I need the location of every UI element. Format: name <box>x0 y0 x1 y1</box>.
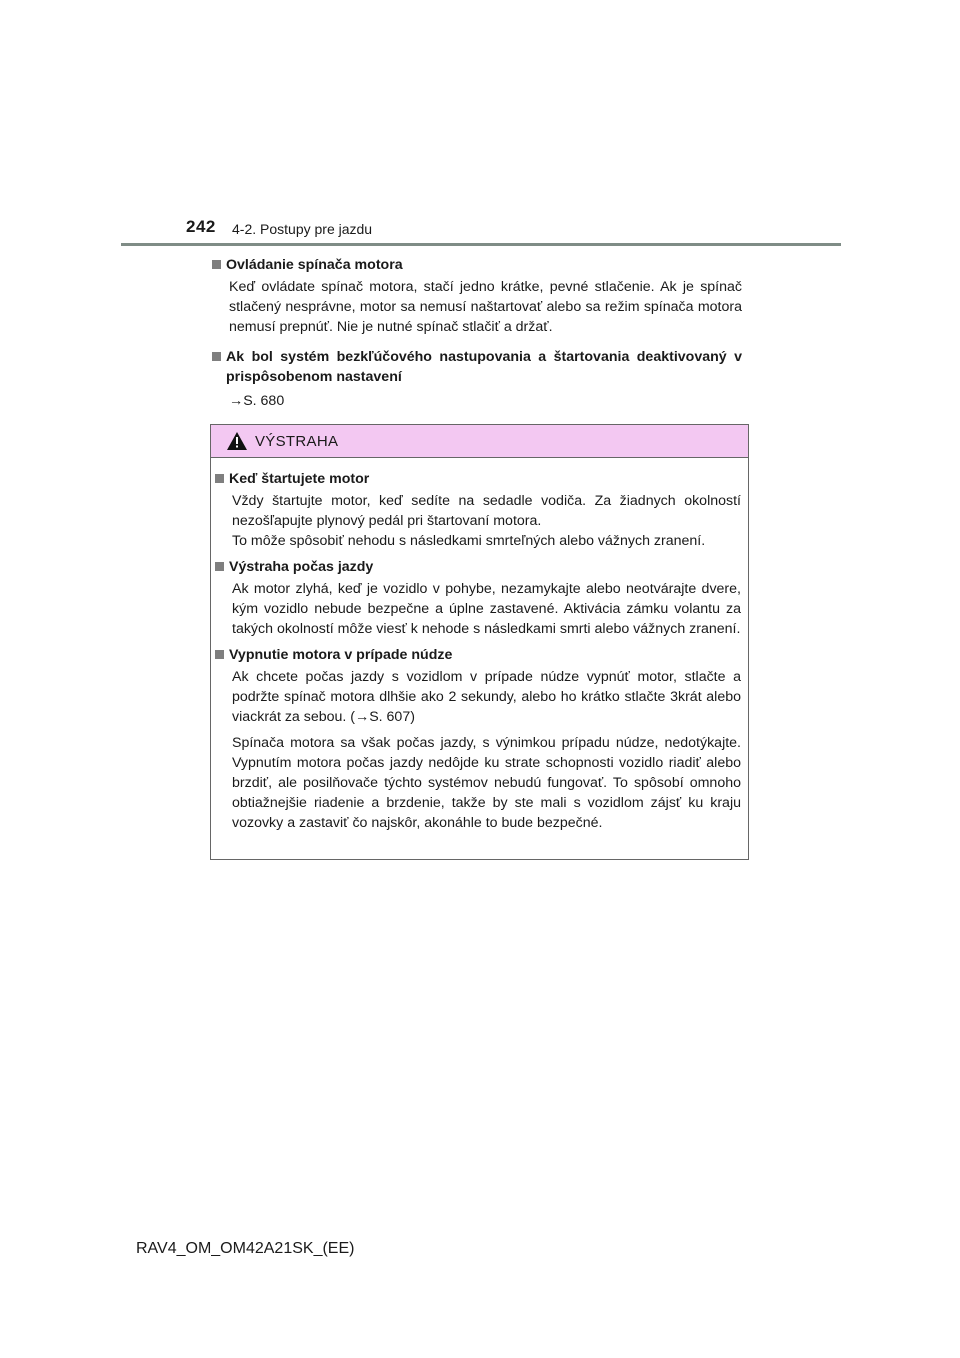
warning-header <box>211 425 748 458</box>
warning-triangle-icon <box>227 432 247 450</box>
intro-section <box>212 255 742 411</box>
square-bullet-icon <box>212 352 221 361</box>
header-rule <box>121 243 841 246</box>
warning-paragraph: Ak chcete počas jazdy s vozidlom v prípade núdze vypnúť motor, stlačte a podržte spínač motora dlhšie ako 2 sekundy, alebo ho krátko stlačte 3krát alebo viackrát za sebou. (→S. 607) <box>232 669 741 725</box>
warning-heading-text: Výstraha počas jazdy <box>229 559 374 575</box>
square-bullet-icon <box>215 650 224 659</box>
intro-heading-text: Ak bol systém bezkľúčového nastupovania a štartovania deaktivovaný v prispôsobenom nastavení <box>226 349 742 385</box>
section-title: 4-2. Postupy pre jazdu <box>232 221 373 237</box>
warning-box <box>210 424 749 860</box>
intro-heading-text: Ovládanie spínača motora <box>226 257 403 273</box>
warning-heading-3 <box>215 645 741 665</box>
warning-title: VÝSTRAHA <box>255 432 339 450</box>
warning-paragraph: Ak motor zlyhá, keď je vozidlo v pohybe, nezamykajte alebo neotvárajte dvere, kým vozidlo nebude bezpečne a úplne zastavené. Aktivácia zámku volantu za takých okolností môže viesť k nehode s následkami smrti alebo vážnych zranení. <box>232 581 741 637</box>
warning-heading-2 <box>215 557 741 577</box>
warning-paragraph: Vždy štartujte motor, keď sedíte na sedadle vodiča. Za žiadnych okolností nezošľapujte plynový pedál pri štartovaní motora. <box>232 493 741 529</box>
intro-heading-2 <box>212 347 742 387</box>
warning-heading-1 <box>215 469 741 489</box>
intro-heading-1 <box>212 255 742 275</box>
square-bullet-icon <box>215 474 224 483</box>
warning-heading-text: Vypnutie motora v prípade núdze <box>229 647 453 663</box>
warning-body <box>215 469 741 833</box>
page-number: 242 <box>186 217 216 236</box>
intro-paragraph: Keď ovládate spínač motora, stačí jedno krátke, pevné stlačenie. Ak je spínač stlačený nesprávne, motor sa nemusí naštartovať alebo sa režim spínača motora nemusí prepnúť. Nie je nutné spínač stlačiť a držať. <box>229 279 742 335</box>
warning-paragraph: Spínača motora sa však počas jazdy, s výnimkou prípadu núdze, nedotýkajte. Vypnutím motora počas jazdy nedôjde ku strate schopnosti vozidlo riadiť alebo brzdiť, ale posilňovače týchto systémov nebudú fungovať. To spôsobí omnoho obtiažnejšie riadenie a brzdenie, takže by ste mali s vozidlom zájsť ku kraju vozovky a zastaviť čo najskôr, akonáhle to bude bezpečné. <box>232 735 741 831</box>
square-bullet-icon <box>212 260 221 269</box>
page-reference: →S. 680 <box>229 393 285 409</box>
square-bullet-icon <box>215 562 224 571</box>
warning-paragraph: To môže spôsobiť nehodu s následkami smrteľných alebo vážnych zranení. <box>232 533 706 549</box>
warning-heading-text: Keď štartujete motor <box>229 471 370 487</box>
document-code: RAV4_OM_OM42A21SK_(EE) <box>136 1240 355 1257</box>
